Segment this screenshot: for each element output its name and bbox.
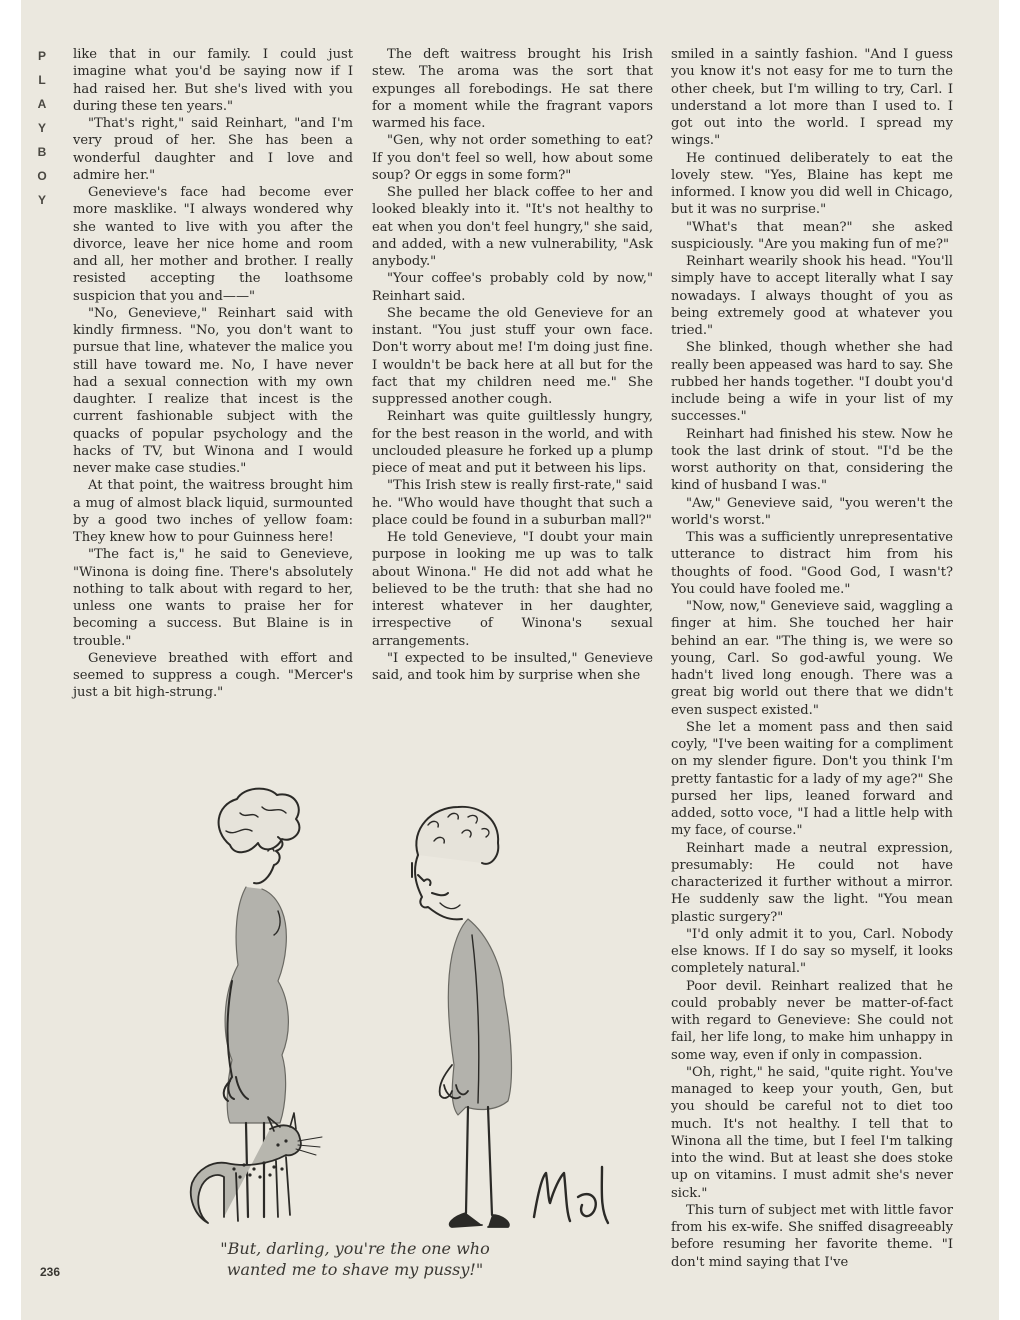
brand-letter: P <box>37 49 46 63</box>
cartoon-caption <box>190 1238 520 1280</box>
brand-letter: O <box>37 169 47 183</box>
article-paragraph: She let a moment pass and then said coyly, "I've been waiting for a compliment on my slender figure. Don't you think I'm pretty fantastic for a lady of my age?" She pursed her lips, leaned forward and added, sotto voce, "I had a little help with my face, of course." <box>671 719 953 839</box>
article-paragraph: "I'd only admit it to you, Carl. Nobody else knows. If I do say so myself, it looks completely natural." <box>671 926 953 977</box>
man-face <box>415 855 462 919</box>
article-paragraph: "That's right," said Reinhart, "and I'm very proud of her. She has been a wonderful daughter and I love and admire her." <box>73 116 353 183</box>
brand-letter: Y <box>37 121 46 135</box>
article-paragraph: Genevieve breathed with effort and seemed to suppress a cough. "Mercer's just a bit high-strung." <box>73 650 353 701</box>
article-paragraph: Reinhart made a neutral expression, presumably: He could not have characterized it further without a mirror. He suddenly saw the light. "You mean plastic surgery?" <box>671 840 953 925</box>
article-paragraph: Genevieve's face had become ever more masklike. "I always wondered why she wanted to live with you after the divorce, leave her nice home and room and all, her mother and brother. I really resisted accepting the loathsome suspicion that you and——" <box>73 185 353 304</box>
magazine-name-vertical <box>32 44 52 212</box>
article-paragraph: Reinhart wearily shook his head. "You'll simply have to accept literally what I say nowadays. I always thought of you as being extremely good at whatever you tried." <box>671 254 953 338</box>
man-legs <box>466 1107 492 1215</box>
article-paragraph: This was a sufficiently unrepresentative utterance to distract him from his thoughts of food. "Good God, I wasn't? You could have fooled me." <box>671 530 953 597</box>
brand-letter: L <box>38 73 46 87</box>
cartoon-illustration <box>182 785 647 1255</box>
article-paragraph: Reinhart was quite guiltlessly hungry, for the best reason in the world, and with unclouded pleasure he forked up a plump piece of meat and put it between his lips. <box>372 409 653 476</box>
caption-line: "But, darling, you're the one who <box>220 1239 490 1258</box>
article-paragraph: Reinhart had finished his stew. Now he took the last drink of stout. "I'd be the worst authority on that, considering the kind of husband I was." <box>671 426 953 494</box>
article-paragraph: Poor devil. Reinhart realized that he could probably never be matter-of-fact with regard to Genevieve: She could not fail, her life long, to make him unhappy in some way, even if only in compassion. <box>671 978 953 1063</box>
cartoon-signature: Mal <box>561 1250 563 1251</box>
article-paragraph: "Oh, right," he said, "quite right. You've managed to keep your youth, Gen, but you should be careful not to diet too much. It's not healthy. I tell that to Winona all the time, but I feel I'm talking into the wind. But at least she does stoke up on vitamins. I must admit she's never sick." <box>671 1064 953 1201</box>
brand-letter: Y <box>37 193 46 207</box>
article-paragraph: "Now, now," Genevieve said, waggling a finger at him. She touched her hair behind an ear. "The thing is, we were so young, Carl. So god-awful young. We hadn't lived long enough. There was a great big world out there that we didn't even suspect existed." <box>671 599 953 718</box>
article-paragraph: "The fact is," he said to Genevieve, "Winona is doing fine. There's absolutely nothing to talk about with regard to her, unless one wants to praise her for becoming a success. But Blaine is in trouble." <box>73 547 353 649</box>
article-paragraph: He told Genevieve, "I doubt your main purpose in looking me up was to talk about Winona." He did not add what he believed to be the truth: that she had no interest whatever in her daughter, irrespective of Winona's sexual arrangements. <box>372 530 653 649</box>
article-paragraph: smiled in a saintly fashion. "And I guess you know it's not easy for me to turn the other cheek, but I'm willing to try, Carl. I understand a lot more than I used to. I got out into the world. I spread my wings." <box>671 47 953 149</box>
article-paragraph: At that point, the waitress brought him a mug of almost black liquid, surmounted by a good two inches of yellow foam: They knew how to pour Guinness here! <box>73 478 353 545</box>
article-paragraph: She blinked, though whether she had really been appeased was hard to say. She rubbed her hands together. "I doubt you'd include being a wife in your list of my successes." <box>671 340 953 425</box>
caption-line: wanted me to shave my pussy!" <box>226 1260 484 1279</box>
article-paragraph: "No, Genevieve," Reinhart said with kindly firmness. "No, you don't want to pursue that line, whatever the malice you still have toward me. No, I have never had a sexual connection with my own daughter. I realize that incest is the current fashionable subject with the quacks of popular psychology and the hacks of TV, but Winona and I would never make case studies." <box>73 305 353 476</box>
man-body <box>448 919 511 1115</box>
brand-letter: A <box>37 97 47 111</box>
brand-letter: B <box>37 145 47 159</box>
article-paragraph: "Gen, why not order something to eat? If you don't feel so well, how about some soup? Or eggs in some form?" <box>372 133 653 183</box>
text-column-2 <box>372 46 653 684</box>
article-paragraph: like that in our family. I could just imagine what you'd be saying now if I had raised her. But she's lived with you during these ten years." <box>73 47 353 114</box>
article-paragraph: "Your coffee's probably cold by now," Reinhart said. <box>372 271 653 304</box>
article-paragraph: "What's that mean?" she asked suspiciously. "Are you making fun of me?" <box>671 219 953 252</box>
article-paragraph: He continued deliberately to eat the lovely stew. "Yes, Blaine has kept me informed. I know you did well in Chicago, but it was no surprise." <box>671 150 953 218</box>
article-paragraph: She pulled her black coffee to her and looked bleakly into it. "It's not healthy to eat when you don't feel hungry," she said, and added, with a new vulnerability, "Ask anybody." <box>372 185 653 269</box>
article-paragraph: She became the old Genevieve for an instant. "You just stuff your own face. Don't worry about me! I'm doing just fine. I wouldn't be back here at all but for the fact that my children need me." She suppressed another cough. <box>372 305 653 407</box>
woman-body <box>225 887 288 1123</box>
woman-hair <box>219 789 300 853</box>
article-paragraph: "I expected to be insulted," Genevieve said, and took him by surprise when she <box>372 650 653 683</box>
article-paragraph: "This Irish stew is really first-rate," said he. "Who would have thought that such a place could be found in a suburban mall?" <box>372 478 653 528</box>
article-paragraph: "Aw," Genevieve said, "you weren't the world's worst." <box>671 495 953 528</box>
page-number: 236 <box>40 1265 61 1279</box>
text-column-1 <box>73 46 353 702</box>
article-paragraph: The deft waitress brought his Irish stew. The aroma was the sort that expunges all forebodings. He sat there for a moment while the fragrant vapors warmed his face. <box>372 47 653 131</box>
cartoon-signature-scribble <box>534 1167 608 1223</box>
text-column-3 <box>671 46 953 1271</box>
article-paragraph: This turn of subject met with little favor from his ex-wife. She sniffed disagreeably before resuming her favorite theme. "I don't mind saying that I've <box>671 1202 953 1270</box>
